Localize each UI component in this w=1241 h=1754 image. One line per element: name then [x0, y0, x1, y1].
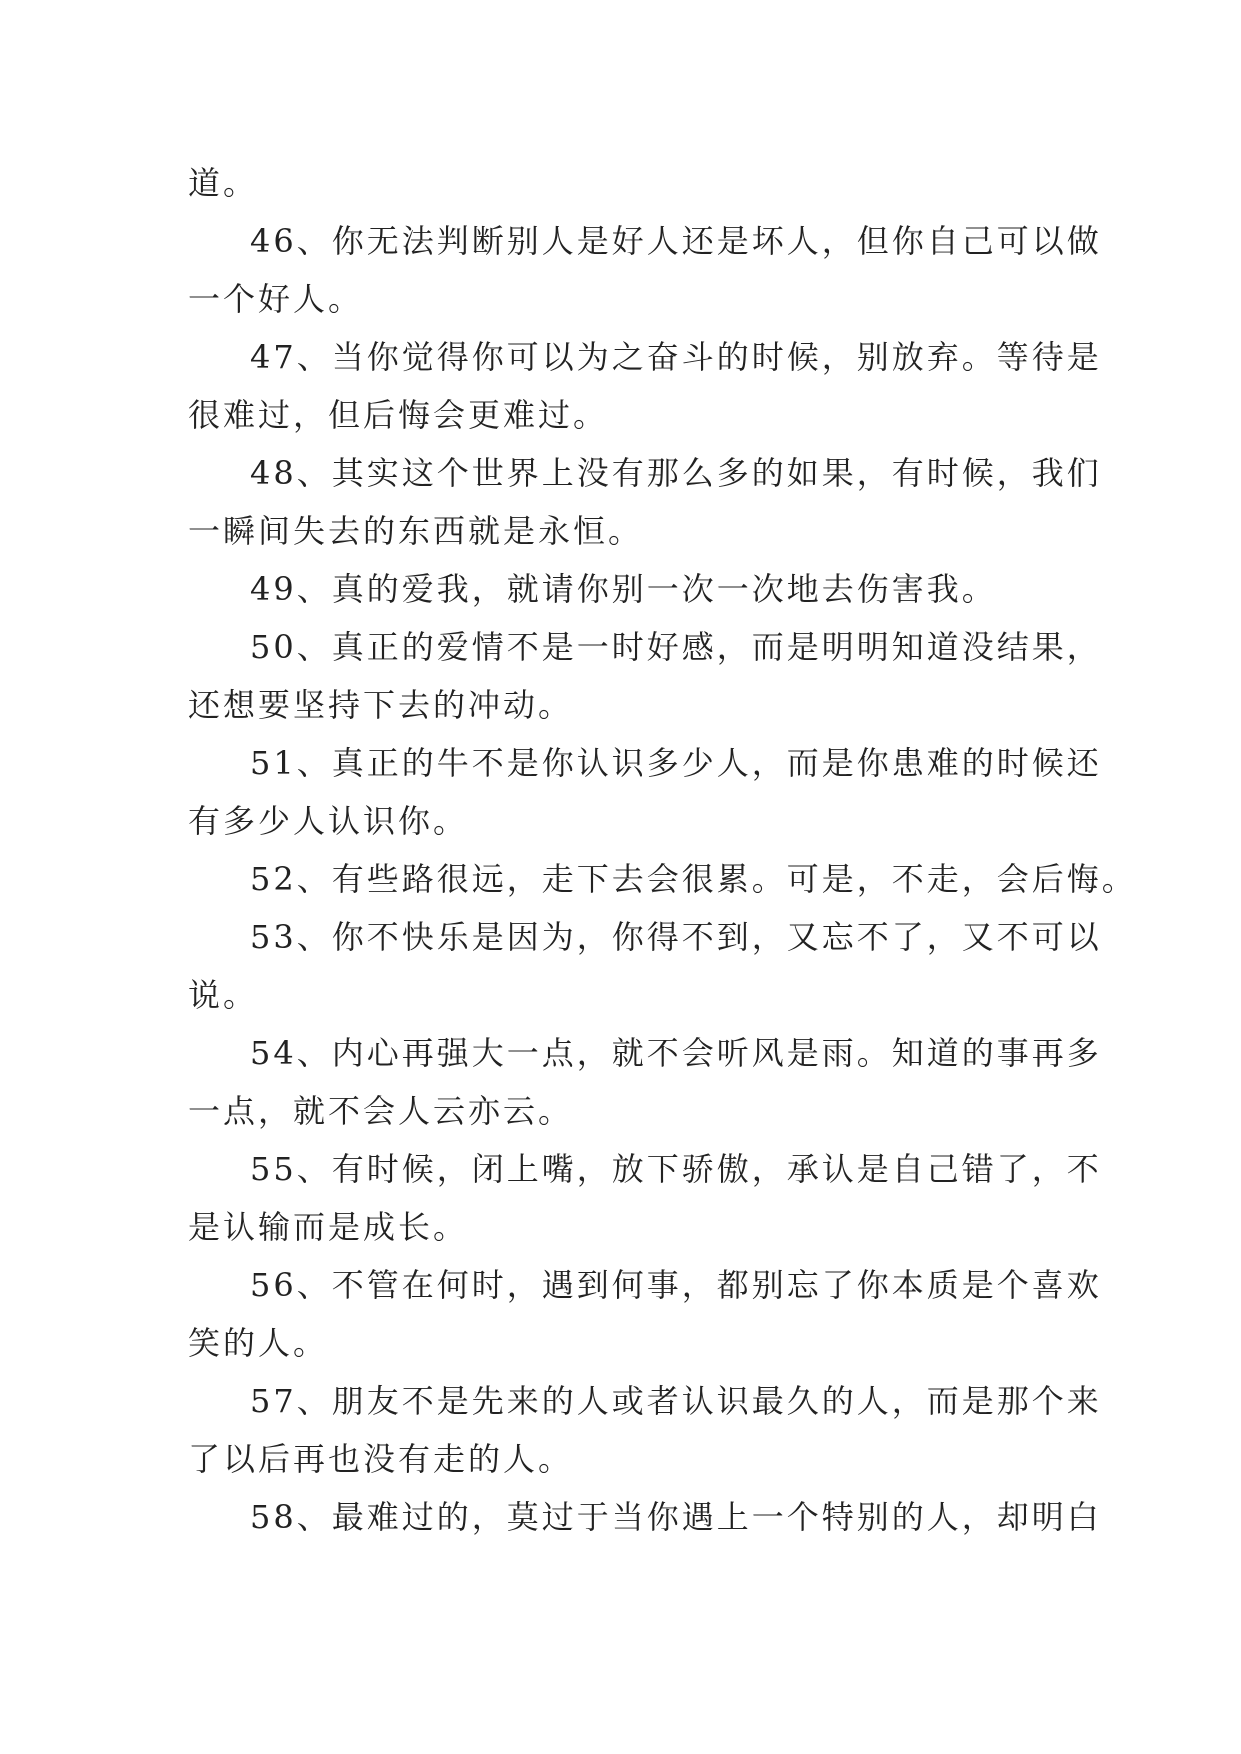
quote-line-51: 51、真正的牛不是你认识多少人，而是你患难的时候还	[250, 744, 1102, 782]
quotes-text-block	[188, 154, 1137, 1546]
quote-line-57: 57、朋友不是先来的人或者认识最久的人，而是那个来	[250, 1382, 1102, 1420]
text-line: 很难过，但后悔会更难过。	[188, 396, 609, 434]
text-line: 一点，就不会人云亦云。	[188, 1092, 574, 1130]
text-line: 一瞬间失去的东西就是永恒。	[188, 512, 644, 550]
text-line: 是认输而是成长。	[188, 1208, 469, 1246]
quote-line-53: 53、你不快乐是因为，你得不到，又忘不了，又不可以	[250, 918, 1102, 956]
quote-line-47: 47、当你觉得你可以为之奋斗的时候，别放弃。等待是	[250, 338, 1102, 376]
text-line: 有多少人认识你。	[188, 802, 469, 840]
text-line: 了以后再也没有走的人。	[188, 1440, 574, 1478]
quote-line-50: 50、真正的爱情不是一时好感，而是明明知道没结果，	[250, 628, 1102, 666]
quote-line-58: 58、最难过的，莫过于当你遇上一个特别的人，却明白	[250, 1498, 1102, 1536]
text-line: 笑的人。	[188, 1324, 329, 1362]
quote-line-52: 52、有些路很远，走下去会很累。可是，不走，会后悔。	[250, 860, 1137, 898]
text-line: 说。	[188, 976, 259, 1014]
quote-line-48: 48、其实这个世界上没有那么多的如果，有时候，我们	[250, 454, 1102, 492]
quote-line-54: 54、内心再强大一点，就不会听风是雨。知道的事再多	[250, 1034, 1102, 1072]
text-line: 一个好人。	[188, 280, 364, 318]
quote-line-49: 49、真的爱我，就请你别一次一次地去伤害我。	[250, 570, 997, 608]
text-line: 还想要坚持下去的冲动。	[188, 686, 574, 724]
text-line: 道。	[188, 164, 259, 202]
quote-line-55: 55、有时候，闭上嘴，放下骄傲，承认是自己错了，不	[250, 1150, 1102, 1188]
quote-line-46: 46、你无法判断别人是好人还是坏人，但你自己可以做	[250, 222, 1102, 260]
quote-line-56: 56、不管在何时，遇到何事，都别忘了你本质是个喜欢	[250, 1266, 1102, 1304]
